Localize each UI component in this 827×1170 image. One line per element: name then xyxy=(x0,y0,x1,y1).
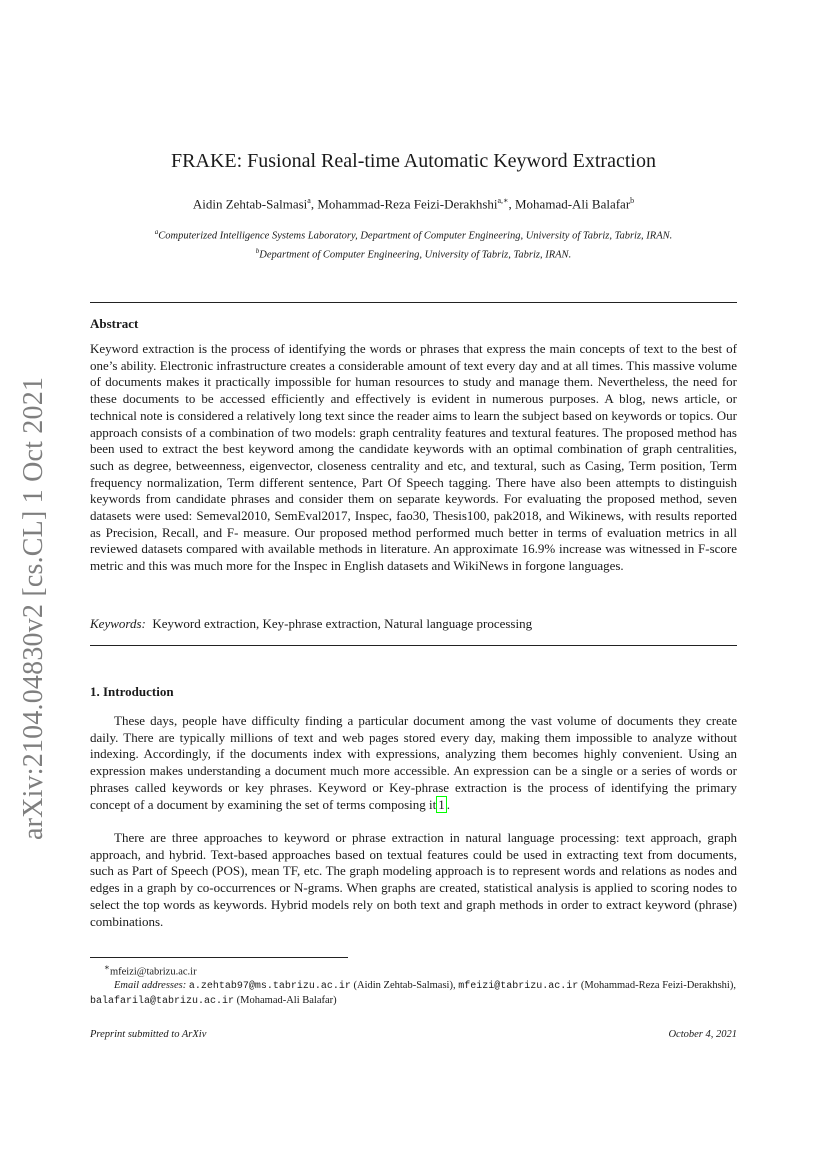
affiliations xyxy=(0,225,827,262)
footnote-rule xyxy=(90,957,348,958)
abstract-top-rule xyxy=(90,302,737,303)
section-heading-introduction: 1. Introduction xyxy=(90,684,174,699)
author-name: Mohamad-Ali Balafar xyxy=(515,196,631,212)
author-list: Aidin Zehtab-Salmasi$^a$, Mohammad-Reza Feizi-Derakhshi$^{a,∗}$, Mohamad-Ali Balafar$^b$ xyxy=(192,196,635,212)
keywords-label: Keywords: xyxy=(90,616,146,631)
abstract-body: Keyword extraction is the process of identifying the words or phrases that express the main concepts of text to the best of one’s ability. Electronic infrastructure creates a considerable amount of text every day and at all times. This massive volume of documents makes it practically impossible for human resources to study and manage them. Nevertheless, the need for these documents to be accessed efficiently and effectively is evident in numerous purposes. A blog, news article, or technical note is considered a relatively long text since the reader aims to learn the subject based on keywords or topics. Our approach consists of a combination of two models: graph centrality features and textural features. The proposed method has been used to extract the best keyword among the candidate keywords with an optimal combination of graph centralities, such as degree, betweenness, eigenvector, closeness centrality and etc, and textural, such as Casing, Term position, Term frequency normalization, Term different sentence, Part Of Speech tagging. There have also been attempts to distinguish keywords from candidate phrases and consider them on separate keywords. For evaluating the proposed method, seven datasets were used: Semeval2010, SemEval2017, Inspec, fao30, Thesis100, pak2018, and Wikinews, with results reported as Precision, Recall, and F- measure. Our proposed method performed much better in terms of evaluation metrics in all reviewed datasets compared with available methods in literature. An approximate 16.9% increase was witnessed in F-score metric and this was much more for the Inspec in English datasets and WikiNews in forgone languages. xyxy=(90,341,737,574)
affiliation-b: $^b$Department of Computer Engineering, University of Tabriz, Tabriz, IRAN. xyxy=(255,246,572,260)
citation-link[interactable]: 1 xyxy=(438,796,445,812)
keywords-list: Keyword extraction, Key-phrase extraction, Natural language processing xyxy=(152,616,533,631)
email-addresses: Email addresses: a.zehtab97@ms.tabrizu.ac.ir (Aidin Zehtab-Salmasi), mfeizi@tabrizu.ac.ir (Mohammad-Reza Feizi-Derakhshi), balafarila@tabrizu.ac.ir (Mohamad-Ali Balafar) xyxy=(90,980,736,1007)
email-link[interactable]: a.zehtab97@ms.tabrizu.ac.ir xyxy=(188,981,351,992)
abstract-bottom-rule xyxy=(90,645,737,646)
keywords-line xyxy=(90,616,737,633)
corresponding-author-note: ∗mfeizi@tabrizu.ac.ir xyxy=(104,962,197,978)
author-affil-mark: b xyxy=(630,196,635,205)
footnote xyxy=(90,961,737,1008)
email-link[interactable]: balafarila@tabrizu.ac.ir xyxy=(90,995,235,1007)
email-link[interactable]: mfeizi@tabrizu.ac.ir xyxy=(458,981,579,992)
abstract-heading: Abstract xyxy=(90,316,139,331)
author-affil-mark: a xyxy=(307,196,311,205)
author-affil-mark: a,∗ xyxy=(497,196,509,205)
affiliation-a: $^a$Computerized Intelligence Systems Laboratory, Department of Computer Engineering, University of Tabriz, Tabriz, IRAN. xyxy=(154,228,673,242)
intro-paragraph-2: There are three approaches to keyword or phrase extraction in natural language processing: text approach, graph approach, and hybrid. Text-based approaches based on textual features could be used in extracting text from documents, such as Part of Speech (POS), mean TF, etc. The graph modeling approach is to represent words and relations as nodes and edges in a graph by co-occurrences or N-grams. When graphs are created, statistical analysis is applied to scoring nodes to select the top words as keywords. Hybrid models rely on both text and graph methods in order to extract keyword (phrase) combinations. xyxy=(90,830,737,929)
paper-title: FRAKE: Fusional Real-time Automatic Keyword Extraction xyxy=(171,150,656,172)
author-name: Aidin Zehtab-Salmasi xyxy=(192,196,308,212)
footer-date: October 4, 2021 xyxy=(668,1029,737,1040)
intro-paragraph-1: These days, people have difficulty finding a particular document among the vast volume of documents they create daily. There are typically millions of text and web pages stored every day, making them impossible to analyze without indexing. Accordingly, if the documents index with expressions, analyzing them becomes highly convenient. Using an expression makes understanding a document much more accessible. An expression can be a single or a series of words or phrases called keywords or key phrases. Keyword or Key-phrase extraction is the process of identifying the primary concept of a document by examining the set of terms composing it 1 . xyxy=(90,713,737,812)
author-name: Mohammad-Reza Feizi-Derakhshi xyxy=(317,196,498,212)
preprint-note: Preprint submitted to ArXiv xyxy=(90,1029,207,1040)
arxiv-identifier-stamp: arXiv:2104.04830v2 [cs.CL] 1 Oct 2021 xyxy=(18,376,49,840)
